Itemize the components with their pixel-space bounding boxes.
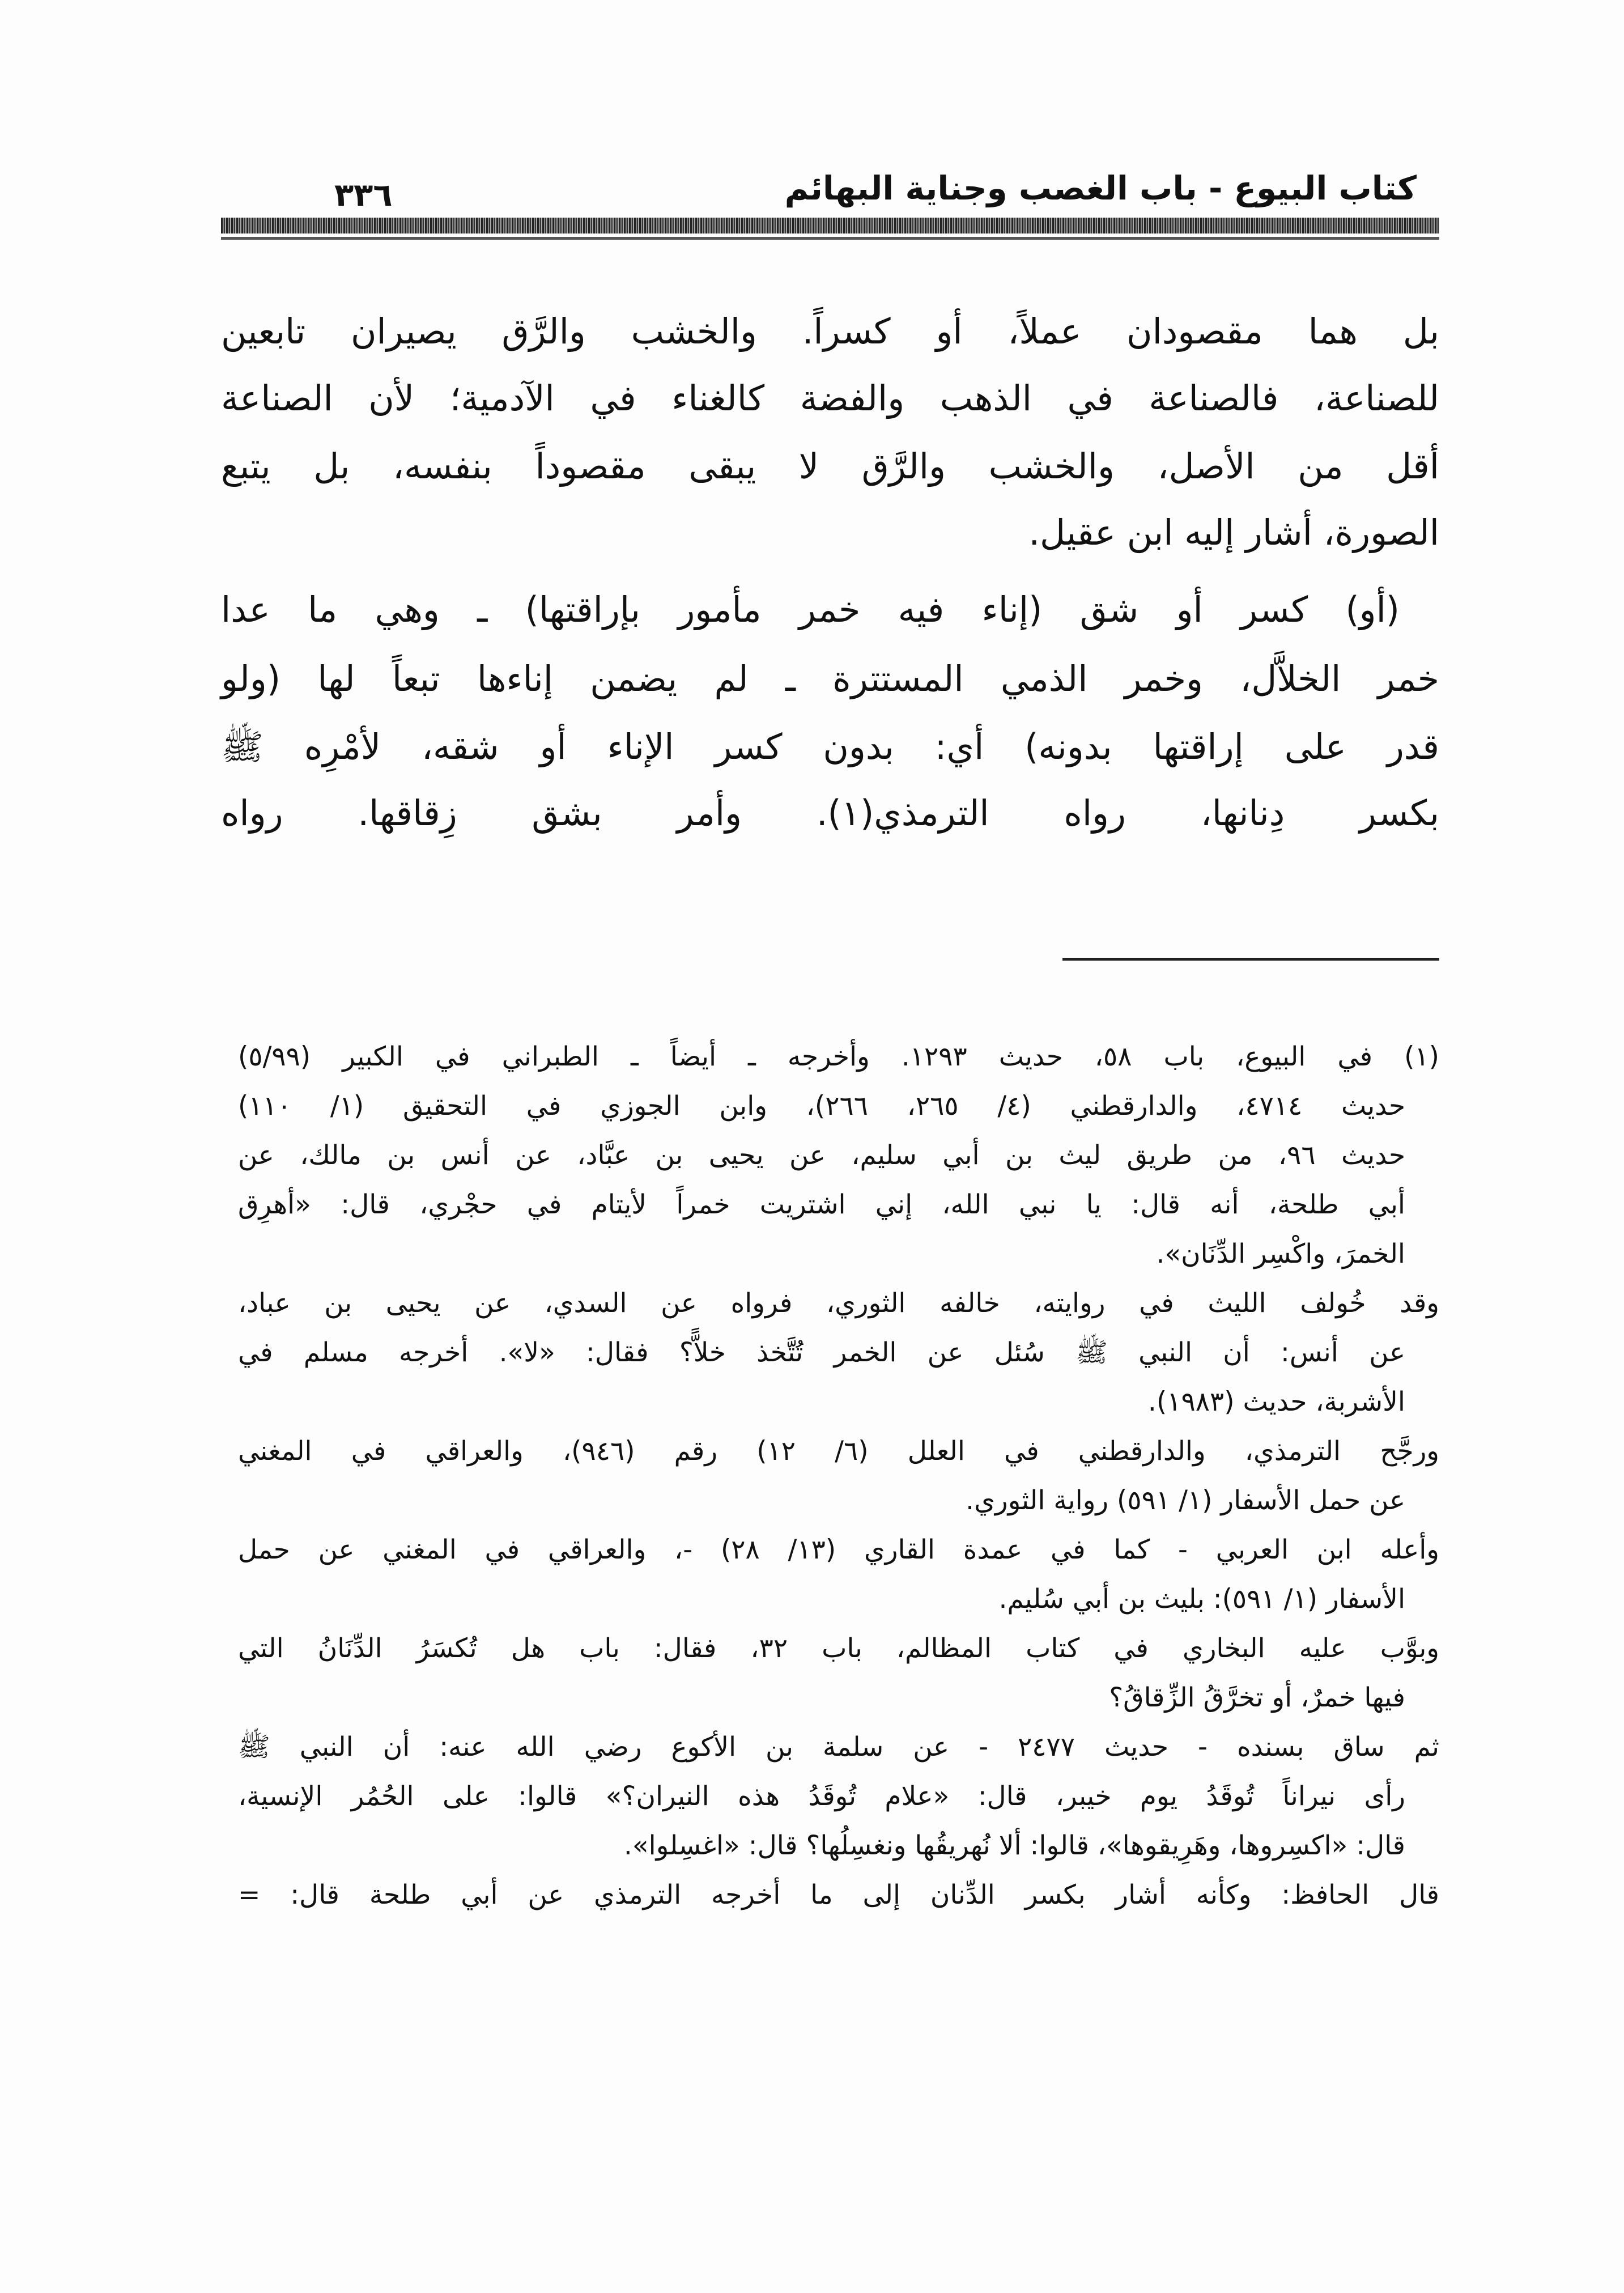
footnote-line: وبوَّب عليه البخاري في كتاب المظالم، باب ٣٢، فقال: باب هل تُكسَرُ الدِّنَانُ التي (238, 1633, 1440, 1664)
text-line: قدر على إراقتها بدونه) أي: بدون كسر الإناء أو شقه، لأمْرِه ﷺ (221, 726, 1439, 767)
footnote-line: عن حمل الأسفار (١/ ٥٩١) رواية الثوري. (966, 1485, 1405, 1516)
footnote-line: الأسفار (١/ ٥٩١): بليث بن أبي سُليم. (998, 1583, 1405, 1615)
footnote-line: الأشربة، حديث (١٩٨٣). (1147, 1386, 1405, 1417)
footnote-line: قال الحافظ: وكأنه أشار بكسر الدِّنان إلى ما أخرجه الترمذي عن أبي طلحة قال: = (238, 1879, 1439, 1910)
footnote-line: وقد خُولف الليث في روايته، خالفه الثوري، فرواه عن السدي، عن يحيى بن عباد، (238, 1288, 1439, 1319)
page-number: ٣٣٦ (334, 177, 393, 214)
footnote-line: (١) في البيوع، باب ٥٨، حديث ١٢٩٣. وأخرجه ـ أيضاً ـ الطبراني في الكبير (٥/٩٩) (238, 1041, 1440, 1072)
footnote-line: فيها خمرٌ، أو تخرَّقُ الزِّقاقُ؟ (1109, 1682, 1405, 1713)
footnote-line: عن أنس: أن النبي ﷺ سُئل عن الخمر تُتَّخذ خلاًّ؟ فقال: «لا». أخرجه مسلم في (238, 1337, 1405, 1368)
text-line: أقل من الأصل، والخشب والرَّق لا يبقى مقصوداً بنفسه، بل يتبع (221, 445, 1439, 487)
footnote-line: أبي طلحة، أنه قال: يا نبي الله، إني اشتريت خمراً لأيتام في حجْري، قال: «أهرِق (238, 1189, 1405, 1220)
running-header-title: كتاب البيوع - باب الغصب وجناية البهائم (784, 169, 1417, 207)
footnote-line: الخمرَ، واكْسِر الدِّنَان». (1156, 1238, 1405, 1269)
header-rule-thin (221, 237, 1439, 240)
text-line: (أو) كسر أو شق (إناء فيه خمر مأمور بإراقتها) ـ وهي ما عدا (221, 589, 1400, 630)
footnote-line: وأعله ابن العربي - كما في عمدة القاري (١٣/ ٢٨) -، والعراقي في المغني عن حمل (238, 1534, 1439, 1565)
footnote-line: ورجَّح الترمذي، والدارقطني في العلل (٦/ ١٢) رقم (٩٤٦)، والعراقي في المغني (238, 1436, 1439, 1467)
text-line: بكسر دِنانها، رواه الترمذي(١). وأمر بشق زِقاقها. رواه (221, 792, 1439, 834)
footnote-line: ثم ساق بسنده - حديث ٢٤٧٧ - عن سلمة بن الأكوع رضي الله عنه: أن النبي ﷺ (238, 1731, 1439, 1763)
footnote-separator (1062, 958, 1439, 961)
text-line: خمر الخلاَّل، وخمر الذمي المستترة ـ لم يضمن إناءها تبعاً لها (ولو (221, 658, 1439, 699)
header-rule (221, 218, 1439, 233)
text-line: بل هما مقصودان عملاً، أو كسراً. والخشب والرَّق يصيران تابعين (221, 311, 1439, 352)
footnote-line: حديث ٩٦، من طريق ليث بن أبي سليم، عن يحيى بن عبَّاد، عن أنس بن مالك، عن (238, 1140, 1405, 1171)
text-line: الصورة، أشار إليه ابن عقيل. (1028, 512, 1439, 553)
footnote-line: حديث ٤٧١٤، والدارقطني (٤/ ٢٦٥، ٢٦٦)، وابن الجوزي في التحقيق (١/ ١١٠) (238, 1090, 1406, 1122)
footnote-line: قال: «اكسِروها، وهَرِيقوها»، قالوا: ألا نُهريقُها ونغسِلُها؟ قال: «اغسِلوا». (623, 1830, 1405, 1861)
footnote-line: رأى نيراناً تُوقَدُ يوم خيبر، قال: «علام تُوقَدُ هذه النيران؟» قالوا: على الحُمُر الإنسية، (238, 1781, 1405, 1812)
text-line: للصناعة، فالصناعة في الذهب والفضة كالغناء في الآدمية؛ لأن الصناعة (221, 377, 1439, 419)
